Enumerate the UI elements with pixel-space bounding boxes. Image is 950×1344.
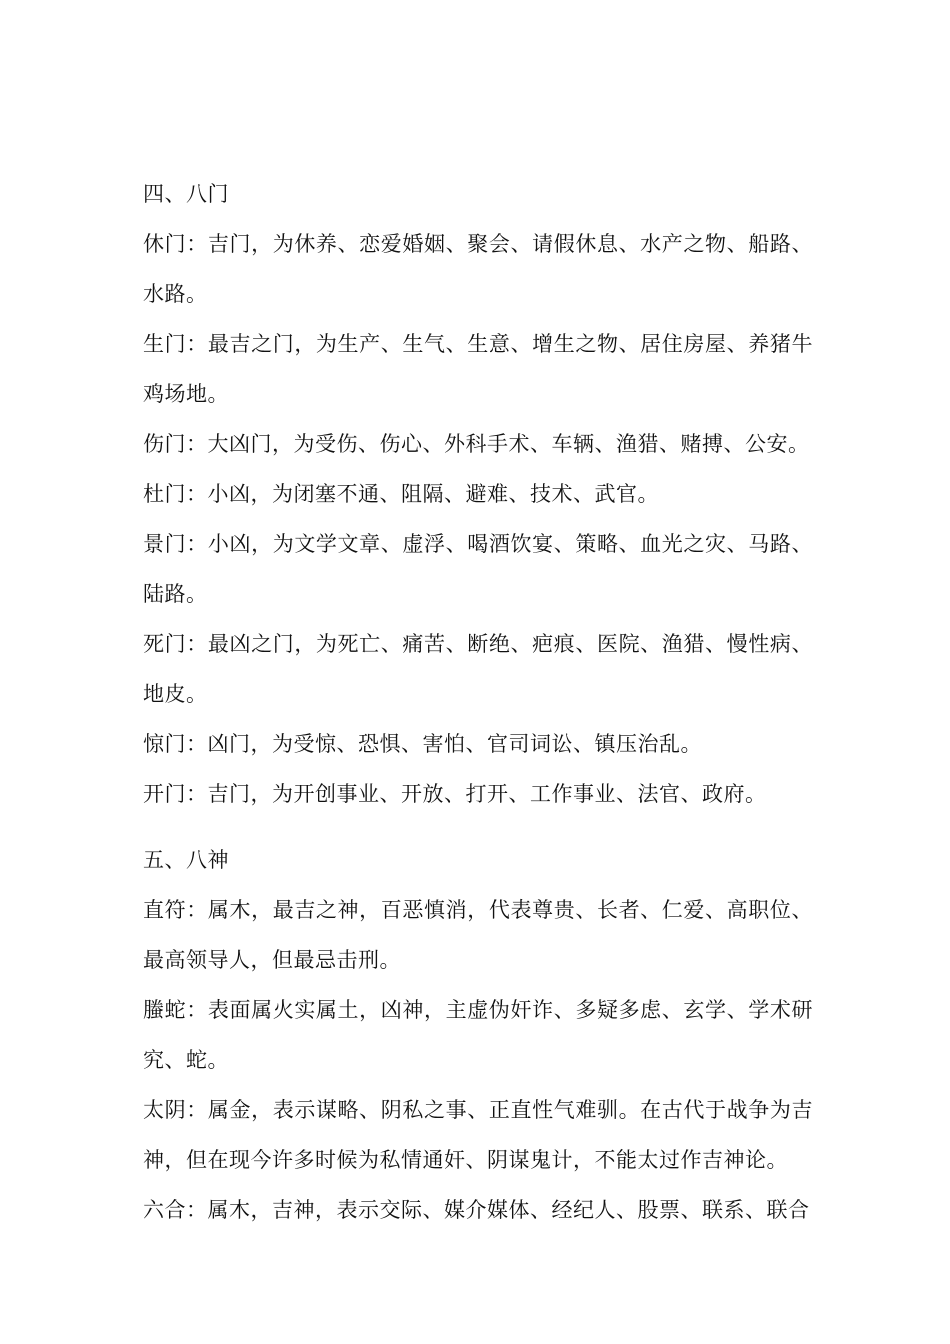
entry-si-gate: 死门：最凶之门，为死亡、痛苦、断绝、疤痕、医院、渔猎、慢性病、地皮。 <box>143 632 813 706</box>
entry-tengshe: 螣蛇：表面属火实属土，凶神，主虚伪奸诈、多疑多虑、玄学、学术研究、蛇。 <box>143 998 813 1072</box>
entry-shang-gate: 伤门：大凶门，为受伤、伤心、外科手术、车辆、渔猎、赌搏、公安。 <box>143 432 810 456</box>
section-heading: 五、八神 <box>143 848 229 872</box>
section-heading: 四、八门 <box>143 182 229 206</box>
section-eight-deities <box>143 835 813 1235</box>
entry-sheng-gate: 生门：最吉之门，为生产、生气、生意、增生之物、居住房屋、养猪牛鸡场地。 <box>143 332 813 406</box>
section-eight-gates <box>143 169 813 819</box>
entry-jing-gate: 景门：小凶，为文学文章、虚浮、喝酒饮宴、策略、血光之灾、马路、陆路。 <box>143 532 813 606</box>
document-body <box>143 169 813 1235</box>
entry-kai-gate: 开门：吉门，为开创事业、开放、打开、工作事业、法官、政府。 <box>143 782 767 806</box>
section-divider <box>143 819 813 835</box>
entry-taiyin: 太阴：属金，表示谋略、阴私之事、正直性气难驯。在古代于战争为吉神，但在现今许多时候为私情通奸、阴谋鬼计，不能太过作吉神论。 <box>143 1098 813 1172</box>
entry-jing-alarm-gate: 惊门：凶门，为受惊、恐惧、害怕、官司词讼、镇压治乱。 <box>143 732 702 756</box>
entry-liuhe: 六合：属木，吉神，表示交际、媒介媒体、经纪人、股票、联系、联合 <box>143 1198 810 1222</box>
entry-zhifu: 直符：属木，最吉之神，百恶慎消，代表尊贵、长者、仁爱、高职位、最高领导人，但最忌击刑。 <box>143 898 813 972</box>
entry-xiu-gate: 休门：吉门，为休养、恋爱婚姻、聚会、请假休息、水产之物、船路、水路。 <box>143 232 813 306</box>
entry-du-gate: 杜门：小凶，为闭塞不通、阻隔、避难、技术、武官。 <box>143 482 659 506</box>
